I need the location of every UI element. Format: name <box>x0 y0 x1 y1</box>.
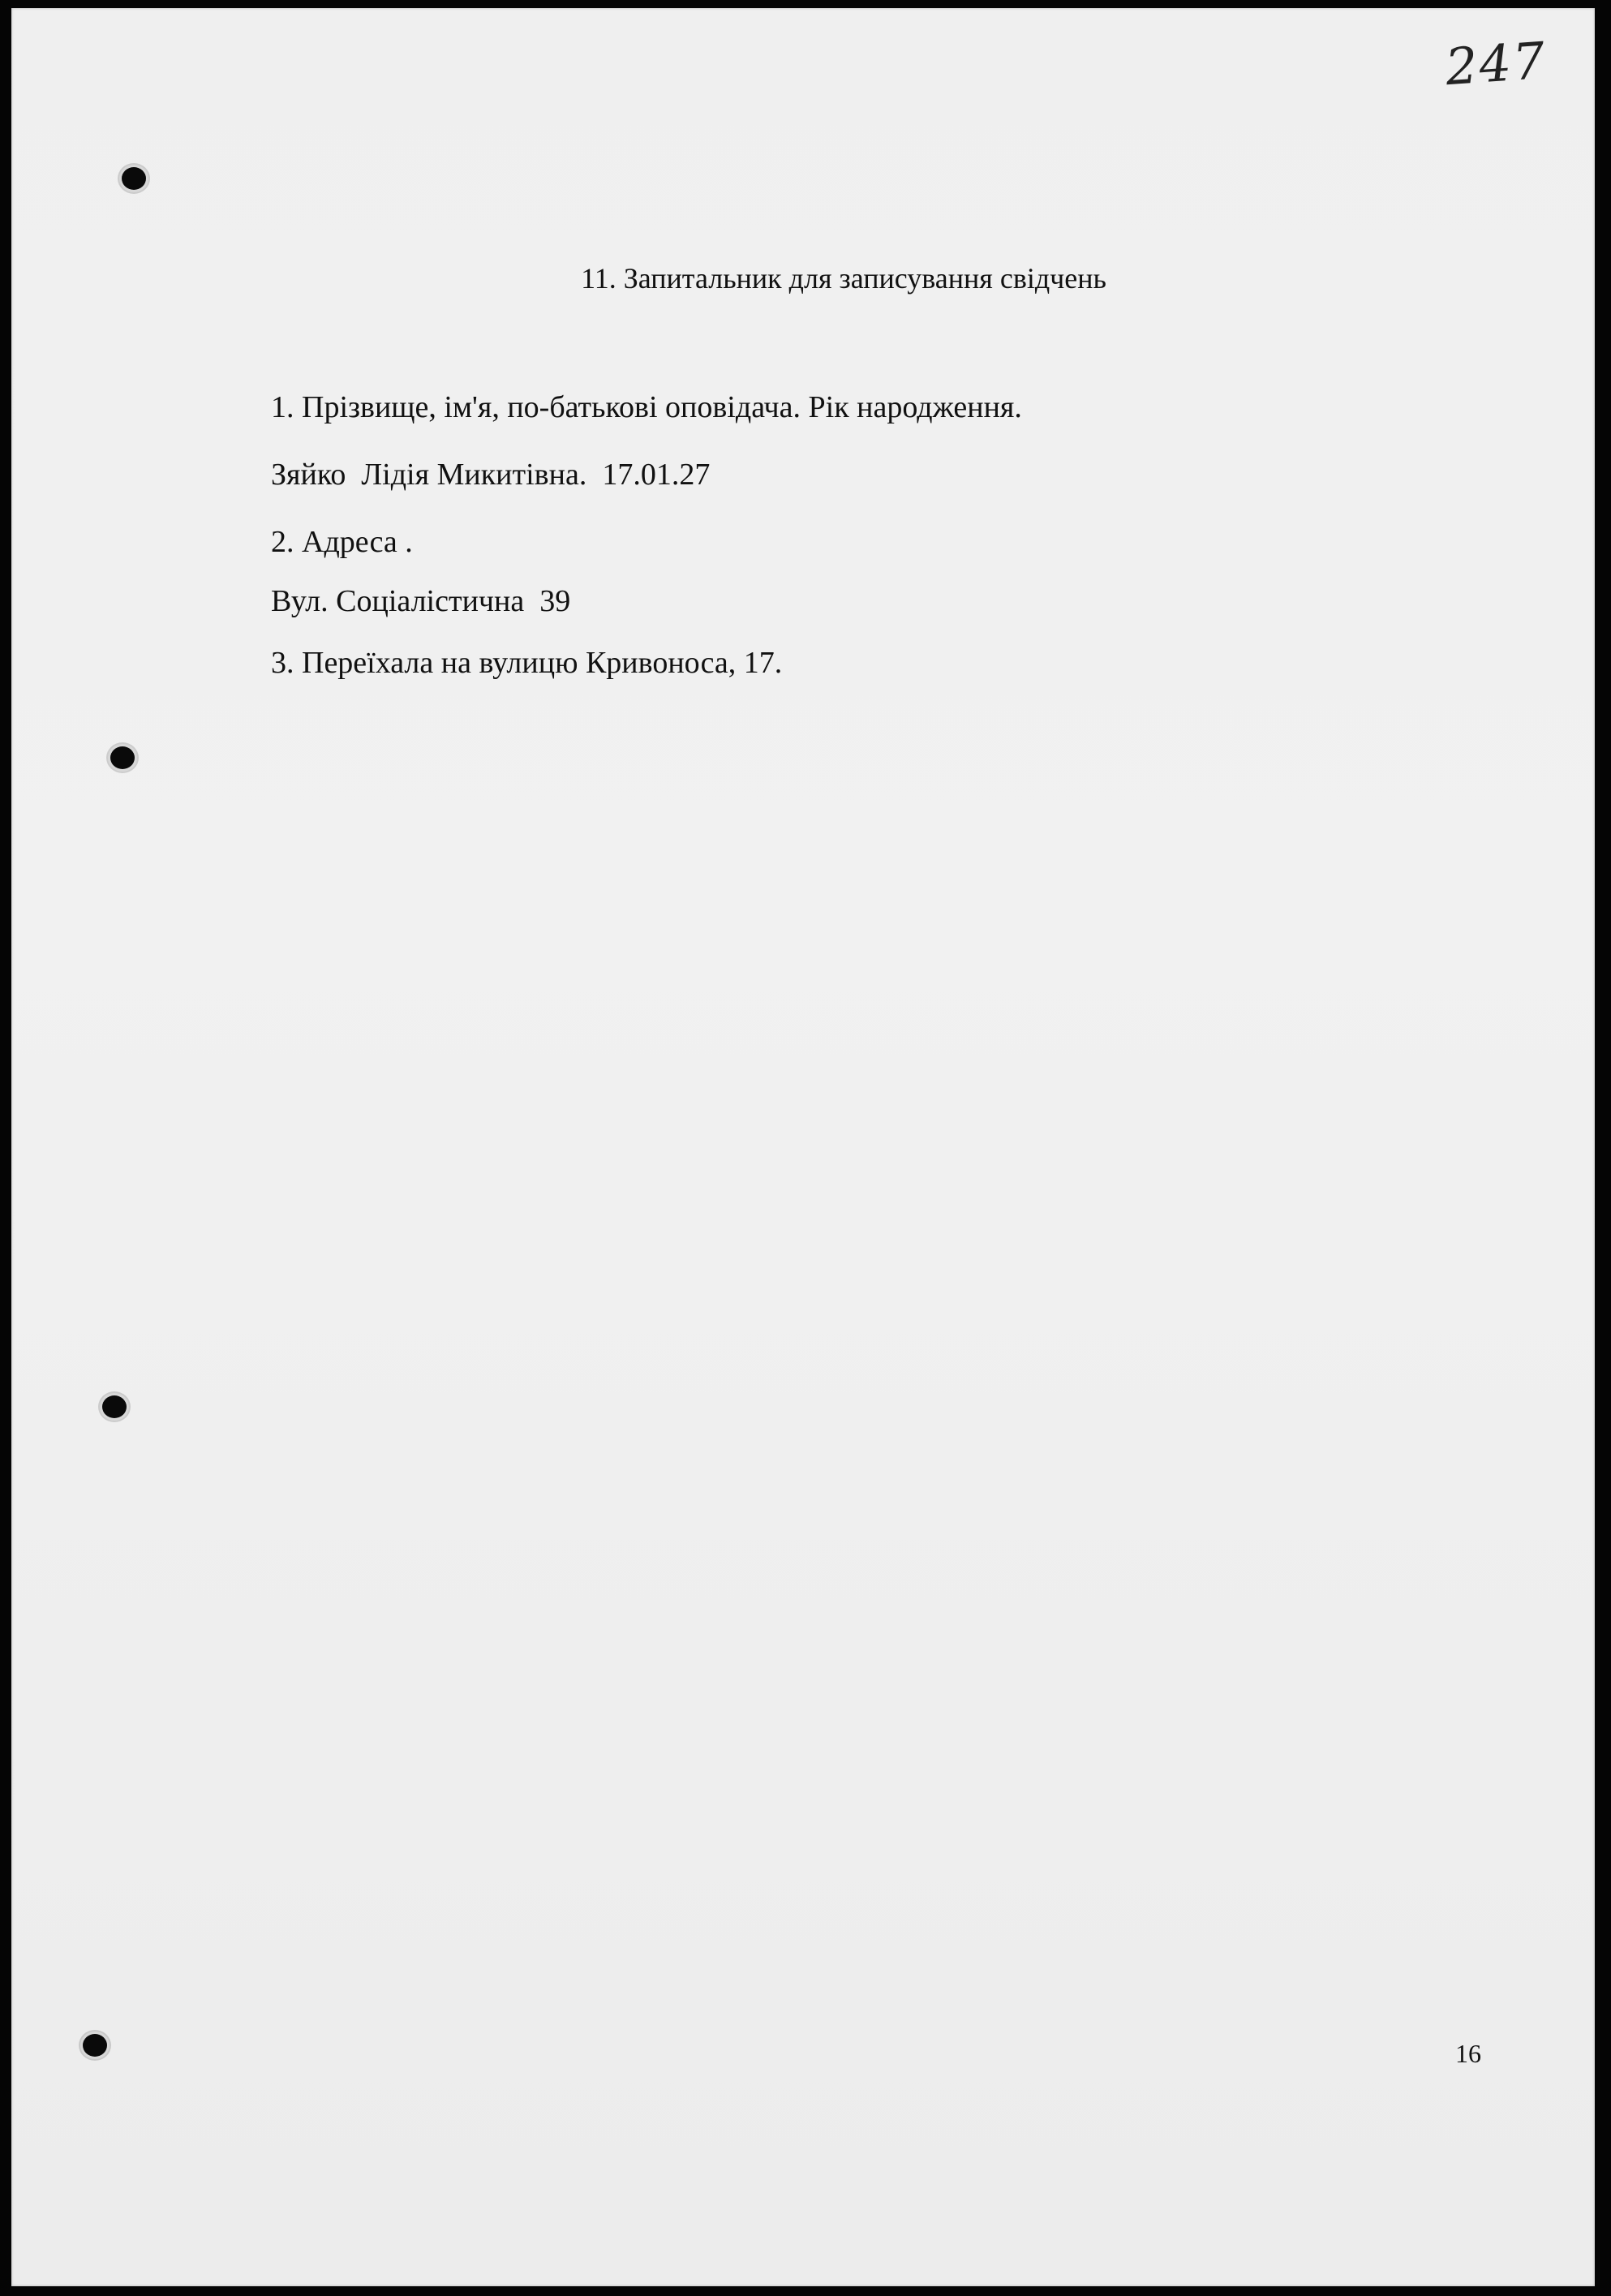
answer-1: Зяйко Лідія Микитівна. 17.01.27 <box>271 458 711 492</box>
question-3: 3. Переїхала на вулицю Кривоноса, 17. <box>271 646 783 680</box>
document-page <box>11 8 1595 2286</box>
page-number: 16 <box>1455 2039 1481 2068</box>
punch-hole-2 <box>110 746 135 769</box>
punch-hole-4 <box>83 2034 107 2057</box>
question-1: 1. Прізвище, ім'я, по-батькові оповідача. Рік народження. <box>271 390 1022 424</box>
document-title: 11. Запитальник для записування свідчень <box>581 262 1106 295</box>
punch-hole-3 <box>102 1395 127 1418</box>
punch-hole-1 <box>122 167 146 190</box>
question-2: 2. Адреса . <box>271 525 413 559</box>
answer-2: Вул. Соціалістична 39 <box>271 584 571 618</box>
archive-number: 247 <box>1443 30 1549 97</box>
